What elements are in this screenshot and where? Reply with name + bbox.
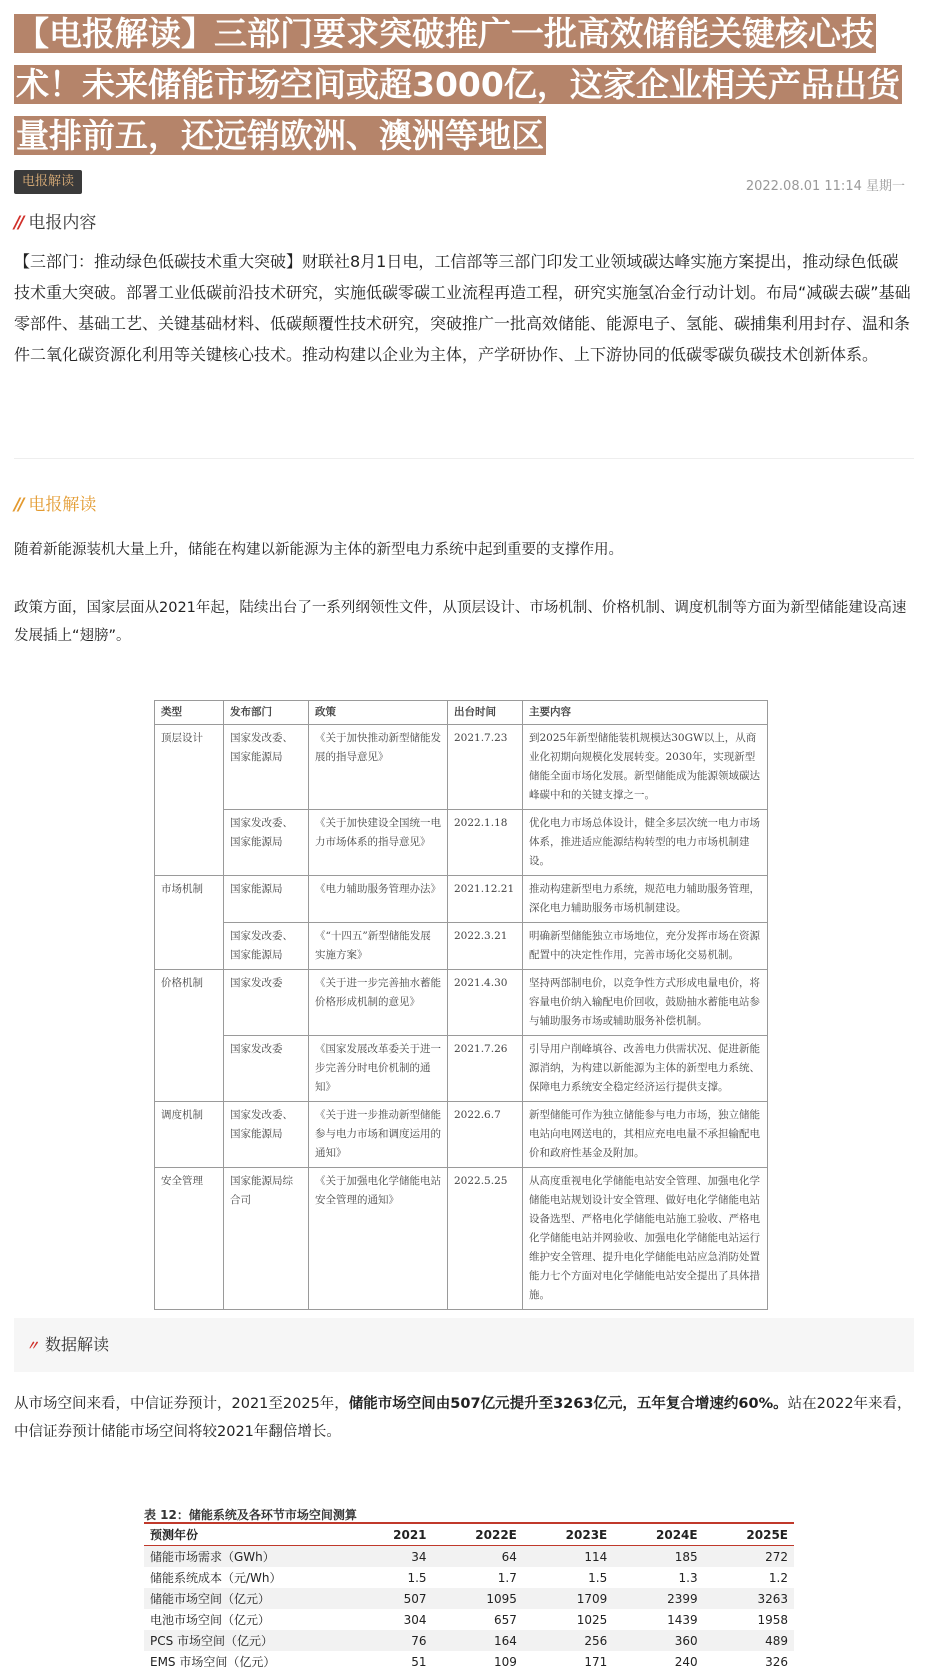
market-table-caption: 表 12：储能系统及各环节市场空间测算 xyxy=(144,1508,357,1522)
policy-dept-cell: 国家发改委、国家能源局 xyxy=(224,810,309,876)
policy-date-cell: 2022.1.18 xyxy=(448,810,523,876)
market-value-cell: 326 xyxy=(765,1654,788,1669)
article-headline: 【电报解读】三部门要求突破推广一批高效储能关键核心技术！未来储能市场空间或超3000亿，这家企业相关产品出货量排前五，还远销欧洲、澳洲等地区 xyxy=(16,14,900,155)
market-value-cell: 360 xyxy=(613,1630,703,1651)
policy-dept-cell: 国家发改委、国家能源局 xyxy=(224,725,309,810)
market-value-cell: 171 xyxy=(584,1654,608,1669)
policy-content-cell: 推动构建新型电力系统，规范电力辅助服务管理，深化电力辅助服务市场机制建设。 xyxy=(523,876,768,923)
policy-header-content: 主要内容 xyxy=(523,701,768,725)
policy-row xyxy=(155,876,768,923)
market-value-cell: 164 xyxy=(433,1630,523,1651)
market-value-cell: 51 xyxy=(411,1654,427,1669)
policy-dept-cell: 国家发改委 xyxy=(224,1036,309,1102)
market-value-cell: 1.3 xyxy=(678,1570,698,1585)
market-value-cell: 109 xyxy=(493,1654,517,1669)
policy-table xyxy=(154,700,768,1310)
policy-type-cell: 市场机制 xyxy=(155,876,224,970)
market-table-header: 预测年份 2021 2022E 2023E 2024E 2025E xyxy=(144,1523,794,1546)
policy-date-cell: 2022.6.7 xyxy=(448,1102,523,1168)
market-value-cell: 185 xyxy=(613,1546,703,1568)
market-value-cell: 507 xyxy=(356,1588,433,1609)
policy-type-cell: 安全管理 xyxy=(155,1168,224,1310)
section-slash-icon: // xyxy=(14,213,23,233)
market-value-cell: 1.2 xyxy=(768,1570,788,1585)
market-value-cell: 657 xyxy=(493,1612,517,1627)
policy-name-cell: 《关于进一步完善抽水蓄能价格形成机制的意见》 xyxy=(309,970,448,1036)
policy-header-type: 类型 xyxy=(155,701,224,725)
market-value-cell: 1709 xyxy=(523,1588,613,1609)
policy-row xyxy=(155,1036,768,1102)
policy-date-cell: 2021.7.23 xyxy=(448,725,523,810)
market-value-cell: 114 xyxy=(523,1546,613,1568)
market-table-row xyxy=(144,1651,794,1672)
policy-name-cell: 《电力辅助服务管理办法》 xyxy=(309,876,448,923)
market-value-cell: 1.7 xyxy=(497,1570,517,1585)
market-row-label: EMS 市场空间（亿元） xyxy=(150,1655,276,1669)
policy-content-cell: 坚持两部制电价，以竞争性方式形成电量电价，将容量电价纳入输配电价回收，鼓励抽水蓄能电站参与辅助服务市场或辅助服务补偿机制。 xyxy=(523,970,768,1036)
policy-date-cell: 2021.4.30 xyxy=(448,970,523,1036)
policy-date-cell: 2022.5.25 xyxy=(448,1168,523,1310)
policy-row xyxy=(155,923,768,970)
policy-name-cell: 《关于进一步推动新型储能参与电力市场和调度运用的通知》 xyxy=(309,1102,448,1168)
market-value-cell: 272 xyxy=(704,1546,794,1568)
divider xyxy=(14,458,914,459)
policy-table-header xyxy=(155,701,768,725)
market-value-cell: 2399 xyxy=(613,1588,703,1609)
market-value-cell: 489 xyxy=(704,1630,794,1651)
policy-content-cell: 从高度重视电化学储能电站安全管理、加强电化学储能电站规划设计安全管理、做好电化学储能电站设备选型、严格电化学储能电站施工验收、严格电化学储能电站并网验收、加强电化学储能电站运行维护安全管理、提升电化学储能电站应急消防处置能力七个方面对电化学储能电站安全提出了具体措施。 xyxy=(523,1168,768,1310)
policy-header-dept: 发布部门 xyxy=(224,701,309,725)
market-value-cell: 1095 xyxy=(433,1588,523,1609)
policy-dept-cell: 国家发改委、国家能源局 xyxy=(224,923,309,970)
policy-row xyxy=(155,1168,768,1310)
market-value-cell: 240 xyxy=(674,1654,698,1669)
publish-date: 2022.08.01 11:14 星期一 xyxy=(745,179,905,194)
market-row-label: PCS 市场空间（亿元） xyxy=(144,1630,356,1651)
data-paragraph: 从市场空间来看，中信证券预计，2021至2025年，储能市场空间由507亿元提升至3263亿元，五年复合增速约60%。站在2022年来看，中信证券预计储能市场空间将较2021年翻倍增长。 xyxy=(14,1396,912,1440)
policy-name-cell: 《“十四五”新型储能发展实施方案》 xyxy=(309,923,448,970)
policy-dept-cell: 国家发改委 xyxy=(224,970,309,1036)
market-value-cell: 3263 xyxy=(704,1588,794,1609)
market-table-row xyxy=(144,1546,794,1568)
section-data-heading: 〃 数据解读 xyxy=(14,1318,914,1372)
policy-date-cell: 2022.3.21 xyxy=(448,923,523,970)
market-value-cell: 304 xyxy=(403,1612,427,1627)
policy-name-cell: 《关于加强电化学储能电站安全管理的通知》 xyxy=(309,1168,448,1310)
market-value-cell: 1.5 xyxy=(588,1570,608,1585)
market-value-cell: 1439 xyxy=(667,1612,698,1627)
section-quote-icon: 〃 xyxy=(26,1339,40,1354)
section-content-body: 【三部门：推动绿色低碳技术重大突破】财联社8月1日电，工信部等三部门印发工业领域碳达峰实施方案提出，推动绿色低碳技术重大突破。部署工业低碳前沿技术研究，实施低碳零碳工业流程再造工程，研究实施氢冶金行动计划。布局“减碳去碳”基础零部件、基础工艺、关键基础材料、低碳颠覆性技术研究，突破推广一批高效储能、能源电子、氢能、碳捕集利用封存、温和条件二氧化碳资源化利用等关键核心技术。推动构建以企业为主体，产学研协作、上下游协同的低碳零碳负碳技术创新体系。 xyxy=(14,252,911,364)
policy-dept-cell: 国家发改委、国家能源局 xyxy=(224,1102,309,1168)
market-table xyxy=(144,1522,794,1672)
policy-date-cell: 2021.12.21 xyxy=(448,876,523,923)
market-row-label: 储能市场需求（GWh） xyxy=(144,1546,356,1568)
policy-date-cell: 2021.7.26 xyxy=(448,1036,523,1102)
policy-type-cell: 调度机制 xyxy=(155,1102,224,1168)
market-value-cell: 64 xyxy=(433,1546,523,1568)
market-value-cell: 256 xyxy=(523,1630,613,1651)
policy-name-cell: 《关于加快建设全国统一电力市场体系的指导意见》 xyxy=(309,810,448,876)
policy-content-cell: 优化电力市场总体设计，健全多层次统一电力市场体系，推进适应能源结构转型的电力市场机制建设。 xyxy=(523,810,768,876)
market-value-cell: 34 xyxy=(356,1546,433,1568)
section-analysis-heading: // 电报解读 xyxy=(14,495,97,515)
category-tag[interactable]: 电报解读 xyxy=(14,170,82,194)
policy-dept-cell: 国家能源局 xyxy=(224,876,309,923)
section-slash-icon: // xyxy=(14,495,23,515)
market-row-label: 储能市场空间（亿元） xyxy=(144,1588,356,1609)
market-table-row xyxy=(144,1567,794,1588)
policy-name-cell: 《国家发展改革委关于进一步完善分时电价机制的通知》 xyxy=(309,1036,448,1102)
policy-content-cell: 引导用户削峰填谷、改善电力供需状况、促进新能源消纳，为构建以新能源为主体的新型电力系统、保障电力系统安全稳定经济运行提供支撑。 xyxy=(523,1036,768,1102)
policy-content-cell: 到2025年新型储能装机规模达30GW以上，从商业化初期向规模化发展转变。2030年，实现新型储能全面市场化发展。新型储能成为能源领域碳达峰碳中和的关键支撑之一。 xyxy=(523,725,768,810)
market-value-cell: 1.5 xyxy=(407,1570,427,1585)
market-row-label: 储能系统成本（元/Wh） xyxy=(150,1571,282,1585)
policy-row xyxy=(155,725,768,810)
market-value-cell: 1958 xyxy=(757,1612,788,1627)
market-table-row xyxy=(144,1630,794,1651)
policy-header-policy: 政策 xyxy=(309,701,448,725)
market-value-cell: 1025 xyxy=(576,1612,608,1627)
section-content-heading: // 电报内容 xyxy=(14,213,97,233)
policy-content-cell: 新型储能可作为独立储能参与电力市场，独立储能电站向电网送电的，其相应充电电量不承担输配电价和政府性基金及附加。 xyxy=(523,1102,768,1168)
market-table-row xyxy=(144,1609,794,1630)
market-table-row xyxy=(144,1588,794,1609)
policy-row xyxy=(155,1102,768,1168)
policy-row xyxy=(155,970,768,1036)
policy-type-cell: 顶层设计 xyxy=(155,725,224,876)
analysis-paragraph-2: 政策方面，国家层面从2021年起，陆续出台了一系列纲领性文件，从顶层设计、市场机制、价格机制、调度机制等方面为新型储能建设高速发展插上“翅膀”。 xyxy=(14,600,907,644)
policy-content-cell: 明确新型储能独立市场地位，充分发挥市场在资源配置中的决定性作用，完善市场化交易机制。 xyxy=(523,923,768,970)
policy-dept-cell: 国家能源局综合司 xyxy=(224,1168,309,1310)
policy-name-cell: 《关于加快推动新型储能发展的指导意见》 xyxy=(309,725,448,810)
policy-type-cell: 价格机制 xyxy=(155,970,224,1102)
policy-row xyxy=(155,810,768,876)
market-value-cell: 76 xyxy=(356,1630,433,1651)
market-row-label: 电池市场空间（亿元） xyxy=(150,1613,271,1627)
policy-header-date: 出台时间 xyxy=(448,701,523,725)
analysis-paragraph-1: 随着新能源装机大量上升，储能在构建以新能源为主体的新型电力系统中起到重要的支撑作用。 xyxy=(14,542,623,558)
